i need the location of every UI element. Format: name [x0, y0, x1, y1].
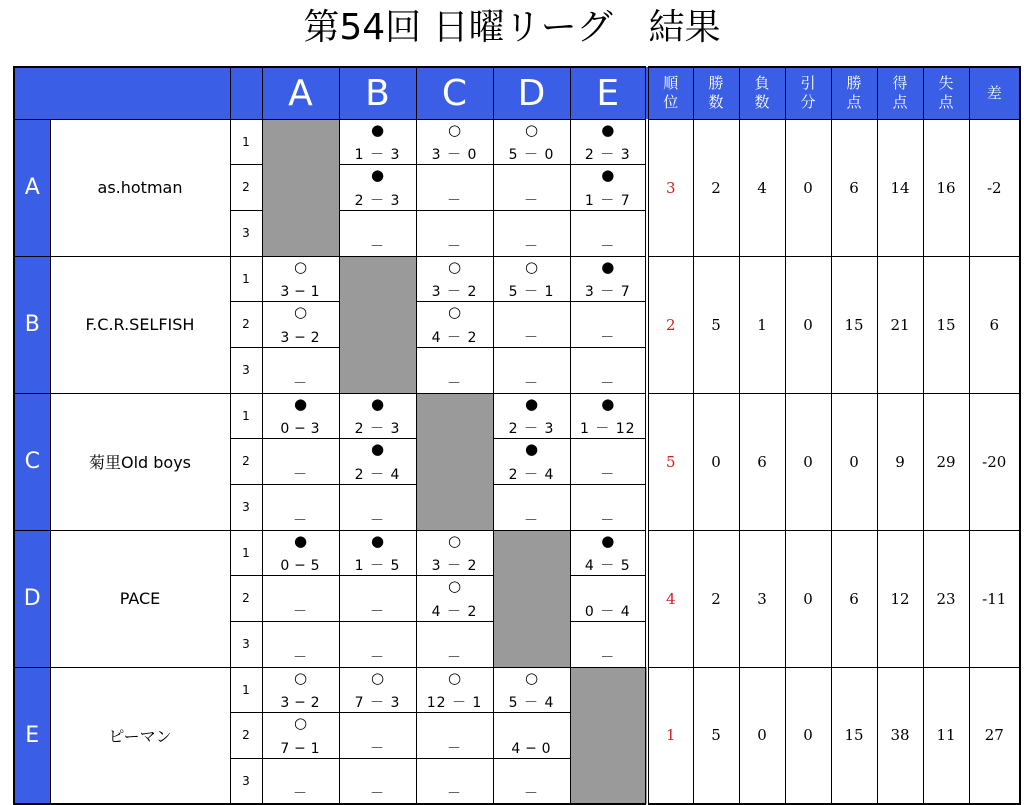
stat-value: 0: [693, 393, 739, 530]
stat-value: 12: [877, 530, 923, 667]
column-header-d: D: [493, 67, 570, 119]
stat-value: -11: [969, 530, 1020, 667]
match-result-cell: [570, 484, 647, 530]
match-score: －: [370, 740, 385, 757]
match-score: －: [293, 649, 308, 666]
match-result-cell: [570, 347, 647, 393]
match-score: 7 － 3: [354, 694, 401, 711]
loss-mark-icon: ●: [524, 439, 539, 458]
stat-header-7: 差: [969, 67, 1020, 119]
rank-value: 4: [647, 530, 693, 667]
win-mark-icon: ○: [447, 120, 462, 139]
win-mark-icon: ○: [447, 531, 462, 550]
loss-mark-icon: ●: [370, 120, 385, 139]
match-score: 1 － 7: [584, 192, 631, 209]
team-letter: E: [14, 667, 50, 804]
match-result-cell: [416, 667, 493, 712]
match-score: －: [600, 375, 616, 392]
stat-value: -2: [969, 119, 1020, 256]
rank-value: 3: [647, 119, 693, 256]
win-mark-icon: ○: [524, 668, 539, 687]
stat-value: 0: [739, 667, 785, 804]
round-number: 2: [230, 438, 262, 484]
match-result-cell: [339, 530, 416, 575]
match-result-cell: [570, 393, 647, 438]
match-score: 3 － 2: [431, 557, 478, 574]
stat-header-1: 勝 数: [693, 67, 739, 119]
loss-mark-icon: ●: [370, 394, 385, 413]
stat-value: 0: [785, 530, 831, 667]
match-result-cell: [416, 347, 493, 393]
win-mark-icon: ○: [447, 257, 462, 276]
stat-value: 2: [693, 530, 739, 667]
match-result-cell: [339, 758, 416, 804]
self-match-cell: [262, 119, 339, 256]
match-score: 2 － 3: [508, 420, 555, 437]
match-result-cell: [262, 347, 339, 393]
match-result-cell: [416, 530, 493, 575]
stat-value: 16: [923, 119, 969, 256]
match-result-cell: [262, 621, 339, 667]
stat-value: 27: [969, 667, 1020, 804]
match-score: －: [447, 649, 462, 666]
stat-value: 0: [785, 256, 831, 393]
match-score: －: [370, 512, 385, 529]
match-score: 4 ─ 0: [511, 740, 552, 757]
win-mark-icon: ○: [293, 257, 308, 276]
round-number: 1: [230, 119, 262, 164]
loss-mark-icon: ●: [601, 531, 615, 550]
match-score: 5 － 0: [508, 146, 555, 163]
stat-value: 0: [785, 393, 831, 530]
match-score: 3 － 0: [431, 146, 478, 163]
rank-value: 2: [647, 256, 693, 393]
match-result-cell: [570, 575, 647, 621]
match-score: 7 ─ 1: [280, 740, 321, 757]
match-score: 5 － 4: [508, 694, 555, 711]
match-result-cell: [416, 575, 493, 621]
stat-value: 38: [877, 667, 923, 804]
stat-value: 11: [923, 667, 969, 804]
match-result-cell: [262, 484, 339, 530]
match-result-cell: [493, 256, 570, 301]
stat-value: 9: [877, 393, 923, 530]
match-score: －: [293, 375, 308, 392]
match-result-cell: [493, 210, 570, 256]
stat-value: 0: [785, 119, 831, 256]
match-result-cell: [339, 210, 416, 256]
match-result-cell: [570, 621, 647, 667]
match-score: 0 ─ 5: [280, 557, 321, 574]
match-result-cell: [262, 667, 339, 712]
match-result-cell: [493, 484, 570, 530]
stat-value: 21: [877, 256, 923, 393]
loss-mark-icon: ●: [370, 531, 385, 550]
match-score: －: [600, 649, 616, 666]
stat-header-5: 得 点: [877, 67, 923, 119]
match-result-cell: [493, 119, 570, 164]
win-mark-icon: ○: [293, 302, 308, 321]
match-result-cell: [570, 164, 647, 210]
match-score: －: [293, 512, 308, 529]
match-score: －: [370, 786, 385, 802]
stat-value: 6: [831, 119, 877, 256]
self-match-cell: [416, 393, 493, 530]
match-result-cell: [493, 438, 570, 484]
match-score: －: [524, 786, 539, 802]
team-letter: A: [14, 119, 50, 256]
rank-value: 1: [647, 667, 693, 804]
stat-value: 23: [923, 530, 969, 667]
match-result-cell: [416, 256, 493, 301]
round-number: 2: [230, 164, 262, 210]
win-mark-icon: ○: [524, 257, 539, 276]
stat-header-0: 順 位: [647, 67, 693, 119]
stat-value: 6: [969, 256, 1020, 393]
round-number: 2: [230, 712, 262, 758]
loss-mark-icon: ●: [293, 394, 308, 413]
rank-value: 5: [647, 393, 693, 530]
match-score: 2 － 3: [354, 192, 401, 209]
loss-mark-icon: ●: [370, 439, 385, 458]
round-number: 2: [230, 575, 262, 621]
stat-value: 0: [831, 393, 877, 530]
table-row: [14, 119, 1020, 164]
match-result-cell: [416, 210, 493, 256]
win-mark-icon: ○: [293, 713, 308, 732]
match-result-cell: [262, 301, 339, 347]
match-result-cell: [416, 621, 493, 667]
match-result-cell: [262, 438, 339, 484]
match-score: －: [524, 375, 539, 392]
match-result-cell: [339, 667, 416, 712]
round-number: 1: [230, 667, 262, 712]
match-score: －: [600, 329, 616, 346]
match-score: －: [600, 238, 616, 255]
self-match-cell: [493, 530, 570, 667]
match-result-cell: [570, 530, 647, 575]
stat-value: 6: [831, 530, 877, 667]
match-result-cell: [262, 530, 339, 575]
column-header-c: C: [416, 67, 493, 119]
match-score: 4 － 2: [431, 603, 478, 620]
match-score: 3 ─ 2: [280, 694, 321, 711]
match-result-cell: [416, 119, 493, 164]
win-mark-icon: ○: [447, 576, 462, 595]
match-result-cell: [493, 712, 570, 758]
match-score: －: [370, 603, 385, 620]
round-number: 3: [230, 621, 262, 667]
stat-value: 5: [693, 667, 739, 804]
win-mark-icon: ○: [370, 668, 385, 687]
stat-value: 3: [739, 530, 785, 667]
stat-value: -20: [969, 393, 1020, 530]
match-result-cell: [493, 667, 570, 712]
match-score: 4 － 2: [431, 329, 478, 346]
match-score: 0 ─ 3: [280, 420, 321, 437]
match-result-cell: [493, 301, 570, 347]
team-name: PACE: [50, 530, 230, 667]
match-result-cell: [339, 438, 416, 484]
round-number: 1: [230, 530, 262, 575]
match-result-cell: [493, 164, 570, 210]
match-score: 3 ─ 2: [280, 329, 321, 346]
team-name: 菊里Old boys: [50, 393, 230, 530]
table-row: [14, 667, 1020, 712]
stat-value: 29: [923, 393, 969, 530]
loss-mark-icon: ●: [293, 531, 308, 550]
match-score: 1 － 12: [579, 420, 636, 437]
stat-header-4: 勝 点: [831, 67, 877, 119]
round-number: 2: [230, 301, 262, 347]
match-result-cell: [339, 393, 416, 438]
team-name: as.hotman: [50, 119, 230, 256]
match-result-cell: [339, 164, 416, 210]
match-score: －: [370, 238, 385, 255]
round-number: 3: [230, 347, 262, 393]
column-header-b: B: [339, 67, 416, 119]
team-letter: C: [14, 393, 50, 530]
column-header-a: A: [262, 67, 339, 119]
match-result-cell: [416, 164, 493, 210]
stat-value: 15: [831, 256, 877, 393]
loss-mark-icon: ●: [370, 165, 385, 184]
match-score: －: [447, 238, 462, 255]
table-row: [14, 530, 1020, 575]
win-mark-icon: ○: [524, 120, 539, 139]
match-result-cell: [339, 484, 416, 530]
match-score: －: [447, 375, 462, 392]
match-result-cell: [339, 575, 416, 621]
match-result-cell: [339, 119, 416, 164]
match-result-cell: [339, 712, 416, 758]
match-score: 2 － 4: [508, 466, 555, 483]
match-result-cell: [570, 210, 647, 256]
loss-mark-icon: ●: [601, 165, 615, 184]
match-result-cell: [493, 393, 570, 438]
league-results-table: [13, 66, 1021, 805]
column-header-e: E: [570, 67, 647, 119]
round-number: 1: [230, 256, 262, 301]
match-score: 3 － 2: [431, 283, 478, 300]
stat-value: 0: [785, 667, 831, 804]
match-score: －: [524, 238, 539, 255]
stat-value: 1: [739, 256, 785, 393]
header-row: [14, 67, 1020, 119]
match-score: －: [293, 786, 308, 802]
stat-value: 5: [693, 256, 739, 393]
match-score: 5 － 1: [508, 283, 555, 300]
match-score: －: [600, 466, 616, 483]
match-score: 3 － 7: [584, 283, 631, 300]
match-score: －: [524, 192, 539, 209]
match-result-cell: [570, 119, 647, 164]
round-number: 3: [230, 484, 262, 530]
stat-value: 14: [877, 119, 923, 256]
team-name: F.C.R.SELFISH: [50, 256, 230, 393]
stat-value: 6: [739, 393, 785, 530]
stat-header-6: 失 点: [923, 67, 969, 119]
match-result-cell: [416, 712, 493, 758]
match-score: 2 － 3: [354, 420, 401, 437]
win-mark-icon: ○: [447, 302, 462, 321]
match-score: 3 ─ 1: [280, 283, 321, 300]
match-score: 4 － 5: [584, 557, 631, 574]
loss-mark-icon: ●: [601, 257, 615, 276]
round-number: 3: [230, 210, 262, 256]
win-mark-icon: ○: [293, 668, 308, 687]
header-corner: [14, 67, 230, 119]
stat-value: 15: [923, 256, 969, 393]
match-score: －: [447, 740, 462, 757]
match-score: 0 － 4: [584, 603, 631, 620]
match-score: 1 － 3: [354, 146, 401, 163]
match-result-cell: [570, 301, 647, 347]
win-mark-icon: ○: [447, 668, 462, 687]
table-row: [14, 393, 1020, 438]
stat-header-3: 引 分: [785, 67, 831, 119]
round-number: 1: [230, 393, 262, 438]
match-score: －: [600, 512, 616, 529]
match-result-cell: [416, 758, 493, 804]
match-result-cell: [262, 256, 339, 301]
match-score: －: [293, 603, 308, 620]
round-number: 3: [230, 758, 262, 804]
loss-mark-icon: ●: [601, 120, 615, 139]
team-name: ピーマン: [50, 667, 230, 804]
match-score: －: [447, 192, 462, 209]
match-result-cell: [262, 393, 339, 438]
loss-mark-icon: ●: [601, 394, 615, 413]
match-result-cell: [493, 758, 570, 804]
match-score: －: [370, 649, 385, 666]
match-score: 2 － 4: [354, 466, 401, 483]
match-score: －: [524, 329, 539, 346]
match-score: 12 － 1: [426, 694, 483, 711]
match-result-cell: [570, 256, 647, 301]
stat-header-2: 負 数: [739, 67, 785, 119]
match-score: －: [293, 466, 308, 483]
match-result-cell: [262, 712, 339, 758]
team-letter: B: [14, 256, 50, 393]
team-letter: D: [14, 530, 50, 667]
match-result-cell: [493, 347, 570, 393]
stat-value: 2: [693, 119, 739, 256]
header-round-corner: [230, 67, 262, 119]
loss-mark-icon: ●: [524, 394, 539, 413]
match-score: 1 － 5: [354, 557, 401, 574]
match-result-cell: [570, 438, 647, 484]
stat-value: 4: [739, 119, 785, 256]
self-match-cell: [570, 667, 647, 804]
page-title: 第54回 日曜リーグ 結果: [303, 7, 721, 48]
self-match-cell: [339, 256, 416, 393]
match-result-cell: [339, 621, 416, 667]
match-score: －: [447, 786, 462, 802]
stat-value: 15: [831, 667, 877, 804]
match-score: －: [524, 512, 539, 529]
match-result-cell: [416, 301, 493, 347]
match-score: 2 － 3: [584, 146, 631, 163]
match-result-cell: [262, 758, 339, 804]
match-result-cell: [262, 575, 339, 621]
table-row: [14, 256, 1020, 301]
